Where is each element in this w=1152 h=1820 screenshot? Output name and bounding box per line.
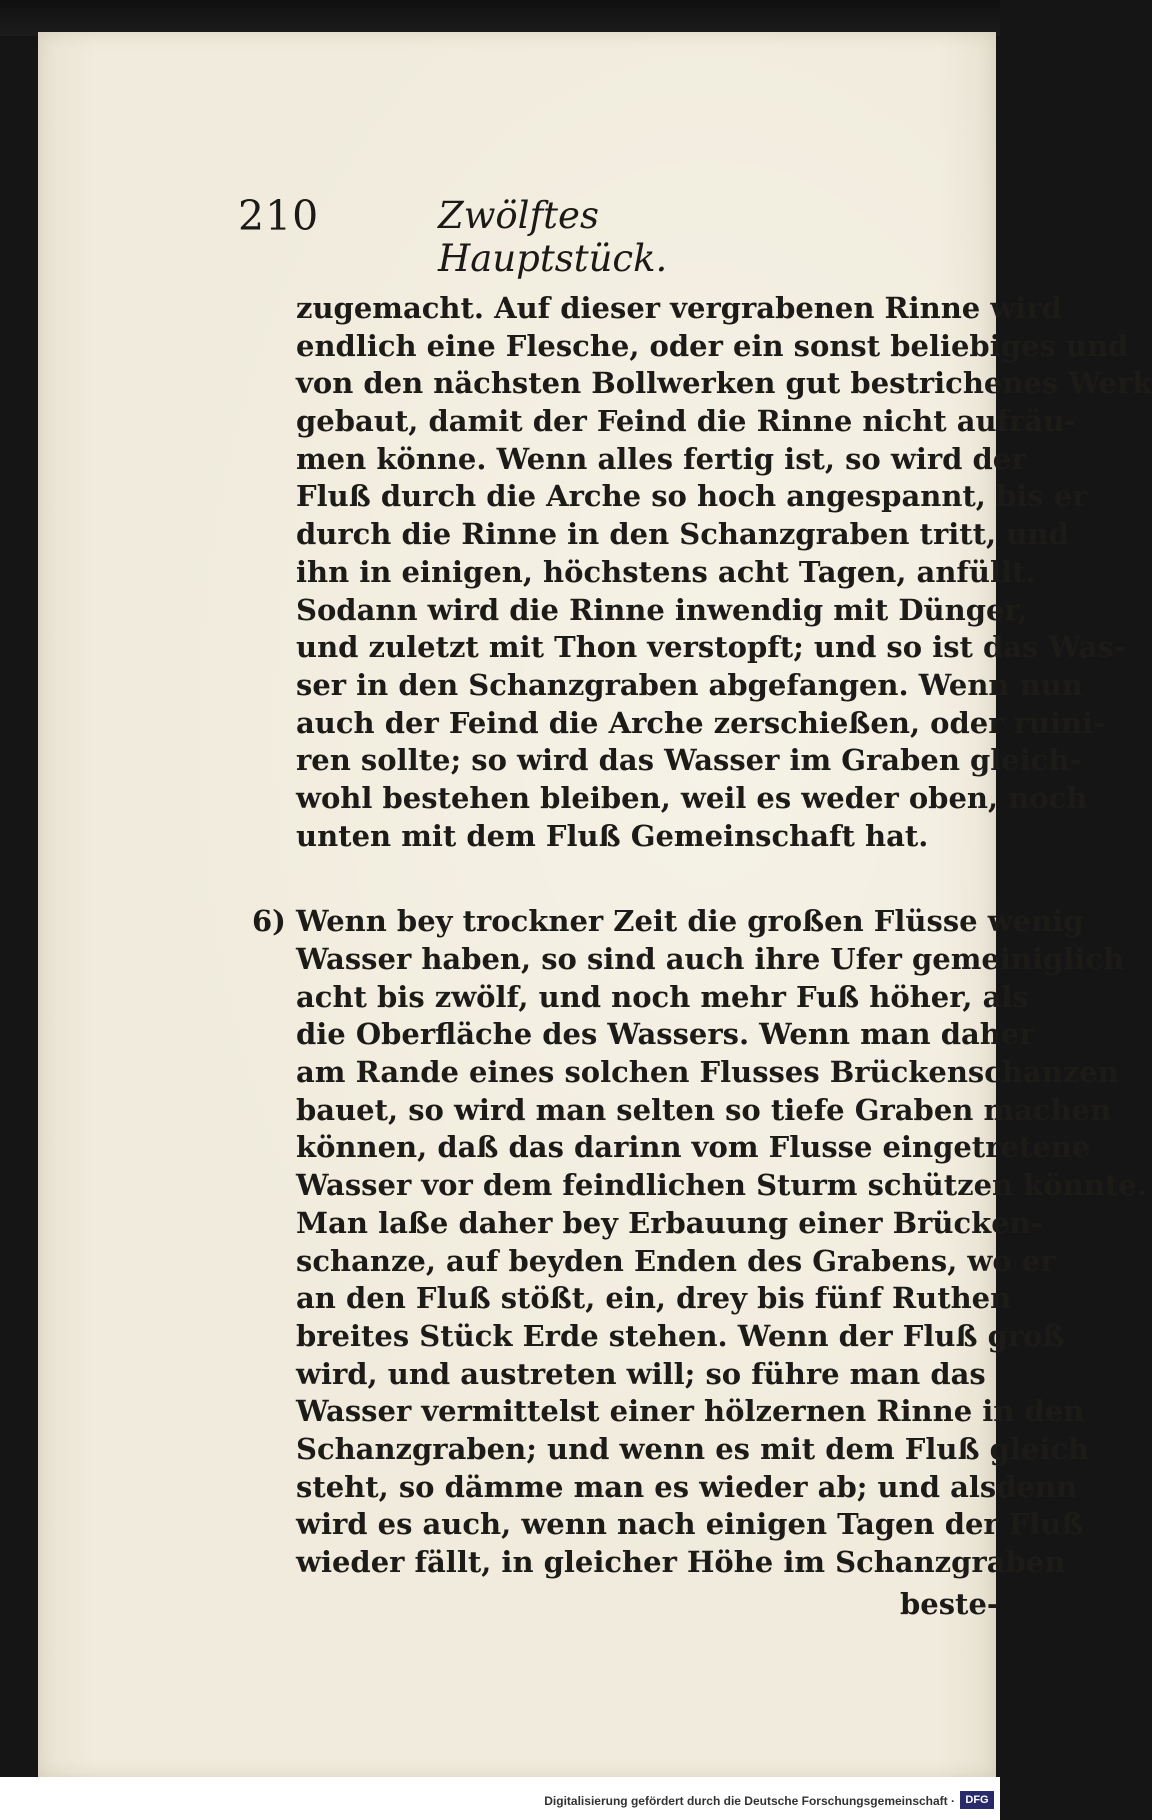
text-line: und zuletzt mit Thon verstopft; und so ist das Was- [296, 630, 1126, 665]
running-title: Zwölftes Hauptstück. [438, 194, 668, 280]
dfg-logo-icon: DFG [960, 1791, 994, 1809]
text-line: an den Fluß stößt, ein, drey bis fünf Ruthen [296, 1281, 1012, 1316]
page-header [238, 192, 778, 280]
catchword: beste- [900, 1587, 999, 1621]
funding-credit: Digitalisierung gefördert durch die Deutsche Forschungsgemeinschaft · [544, 1794, 955, 1808]
book-page [38, 32, 1152, 1777]
text-line: von den nächsten Bollwerken gut bestrichenes Werk [296, 366, 1152, 401]
paragraph-spacer [296, 855, 974, 903]
text-line: zugemacht. Auf dieser vergrabenen Rinne wird [296, 291, 1062, 325]
text-line: wird, und austreten will; so führe man das [296, 1356, 986, 1391]
text-line: wohl bestehen bleiben, weil es weder oben, noch [296, 780, 1088, 815]
text-line: breites Stück Erde stehen. Wenn der Fluß groß [296, 1318, 1065, 1353]
text-line: können, daß das darinn vom Flusse eingetretene [296, 1130, 1091, 1165]
text-line: Sodann wird die Rinne inwendig mit Dünger, [296, 592, 1028, 627]
text-line: wird es auch, wenn nach einigen Tagen der Fluß [296, 1507, 1084, 1542]
text-line: endlich eine Flesche, oder ein sonst beliebiges und [296, 328, 1129, 363]
text-line: acht bis zwölf, und noch mehr Fuß höher, als [296, 979, 1029, 1014]
text-line: wieder fällt, in gleicher Höhe im Schanzgraben [296, 1545, 1066, 1579]
digitization-footer [0, 1777, 1000, 1820]
paragraph-1 [296, 290, 1152, 855]
scan-background [0, 0, 1000, 36]
text-line: ser in den Schanzgraben abgefangen. Wenn nun [296, 667, 1083, 702]
text-line: bauet, so wird man selten so tiefe Graben machen [296, 1092, 1112, 1127]
paragraph-2 [252, 903, 1147, 1581]
text-line: Fluß durch die Arche so hoch angespannt, bis er [296, 479, 1088, 514]
text-line: Schanzgraben; und wenn es mit dem Fluß gleich [296, 1431, 1090, 1466]
text-line: Man laße daher bey Erbauung einer Brücken- [296, 1205, 1043, 1240]
text-line: die Oberfläche des Wassers. Wenn man daher [296, 1017, 1035, 1052]
text-line: unten mit dem Fluß Gemeinschaft hat. [296, 818, 929, 853]
body-text [252, 290, 1152, 1582]
text-line-first [252, 903, 1084, 941]
text-line: men könne. Wenn alles fertig ist, so wird der [296, 441, 1027, 476]
text-line: steht, so dämme man es wieder ab; und alsdenn [296, 1469, 1078, 1504]
text-line-content: Wenn bey trockner Zeit die großen Flüsse wenig [296, 904, 1084, 939]
text-line: Wasser vor dem feindlichen Sturm schützen könnte. [296, 1168, 1147, 1203]
text-line: ihn in einigen, höchstens acht Tagen, anfüllt. [296, 554, 1036, 589]
text-line: durch die Rinne in den Schanzgraben tritt, und [296, 517, 1069, 552]
text-line: Wasser haben, so sind auch ihre Ufer gemeiniglich [296, 942, 1125, 976]
text-line: schanze, auf beyden Enden des Grabens, wo er [296, 1243, 1056, 1278]
text-line: auch der Feind die Arche zerschießen, oder ruini- [296, 705, 1106, 740]
text-line: ren sollte; so wird das Wasser im Graben gleich- [296, 743, 1082, 778]
page-number: 210 [238, 192, 320, 240]
item-number: 6) [252, 904, 286, 939]
text-line: gebaut, damit der Feind die Rinne nicht aufräu- [296, 404, 1077, 439]
text-line: am Rande eines solchen Flusses Brückenschanzen [296, 1055, 1119, 1090]
text-line: Wasser vermittelst einer hölzernen Rinne in den [296, 1394, 1085, 1429]
